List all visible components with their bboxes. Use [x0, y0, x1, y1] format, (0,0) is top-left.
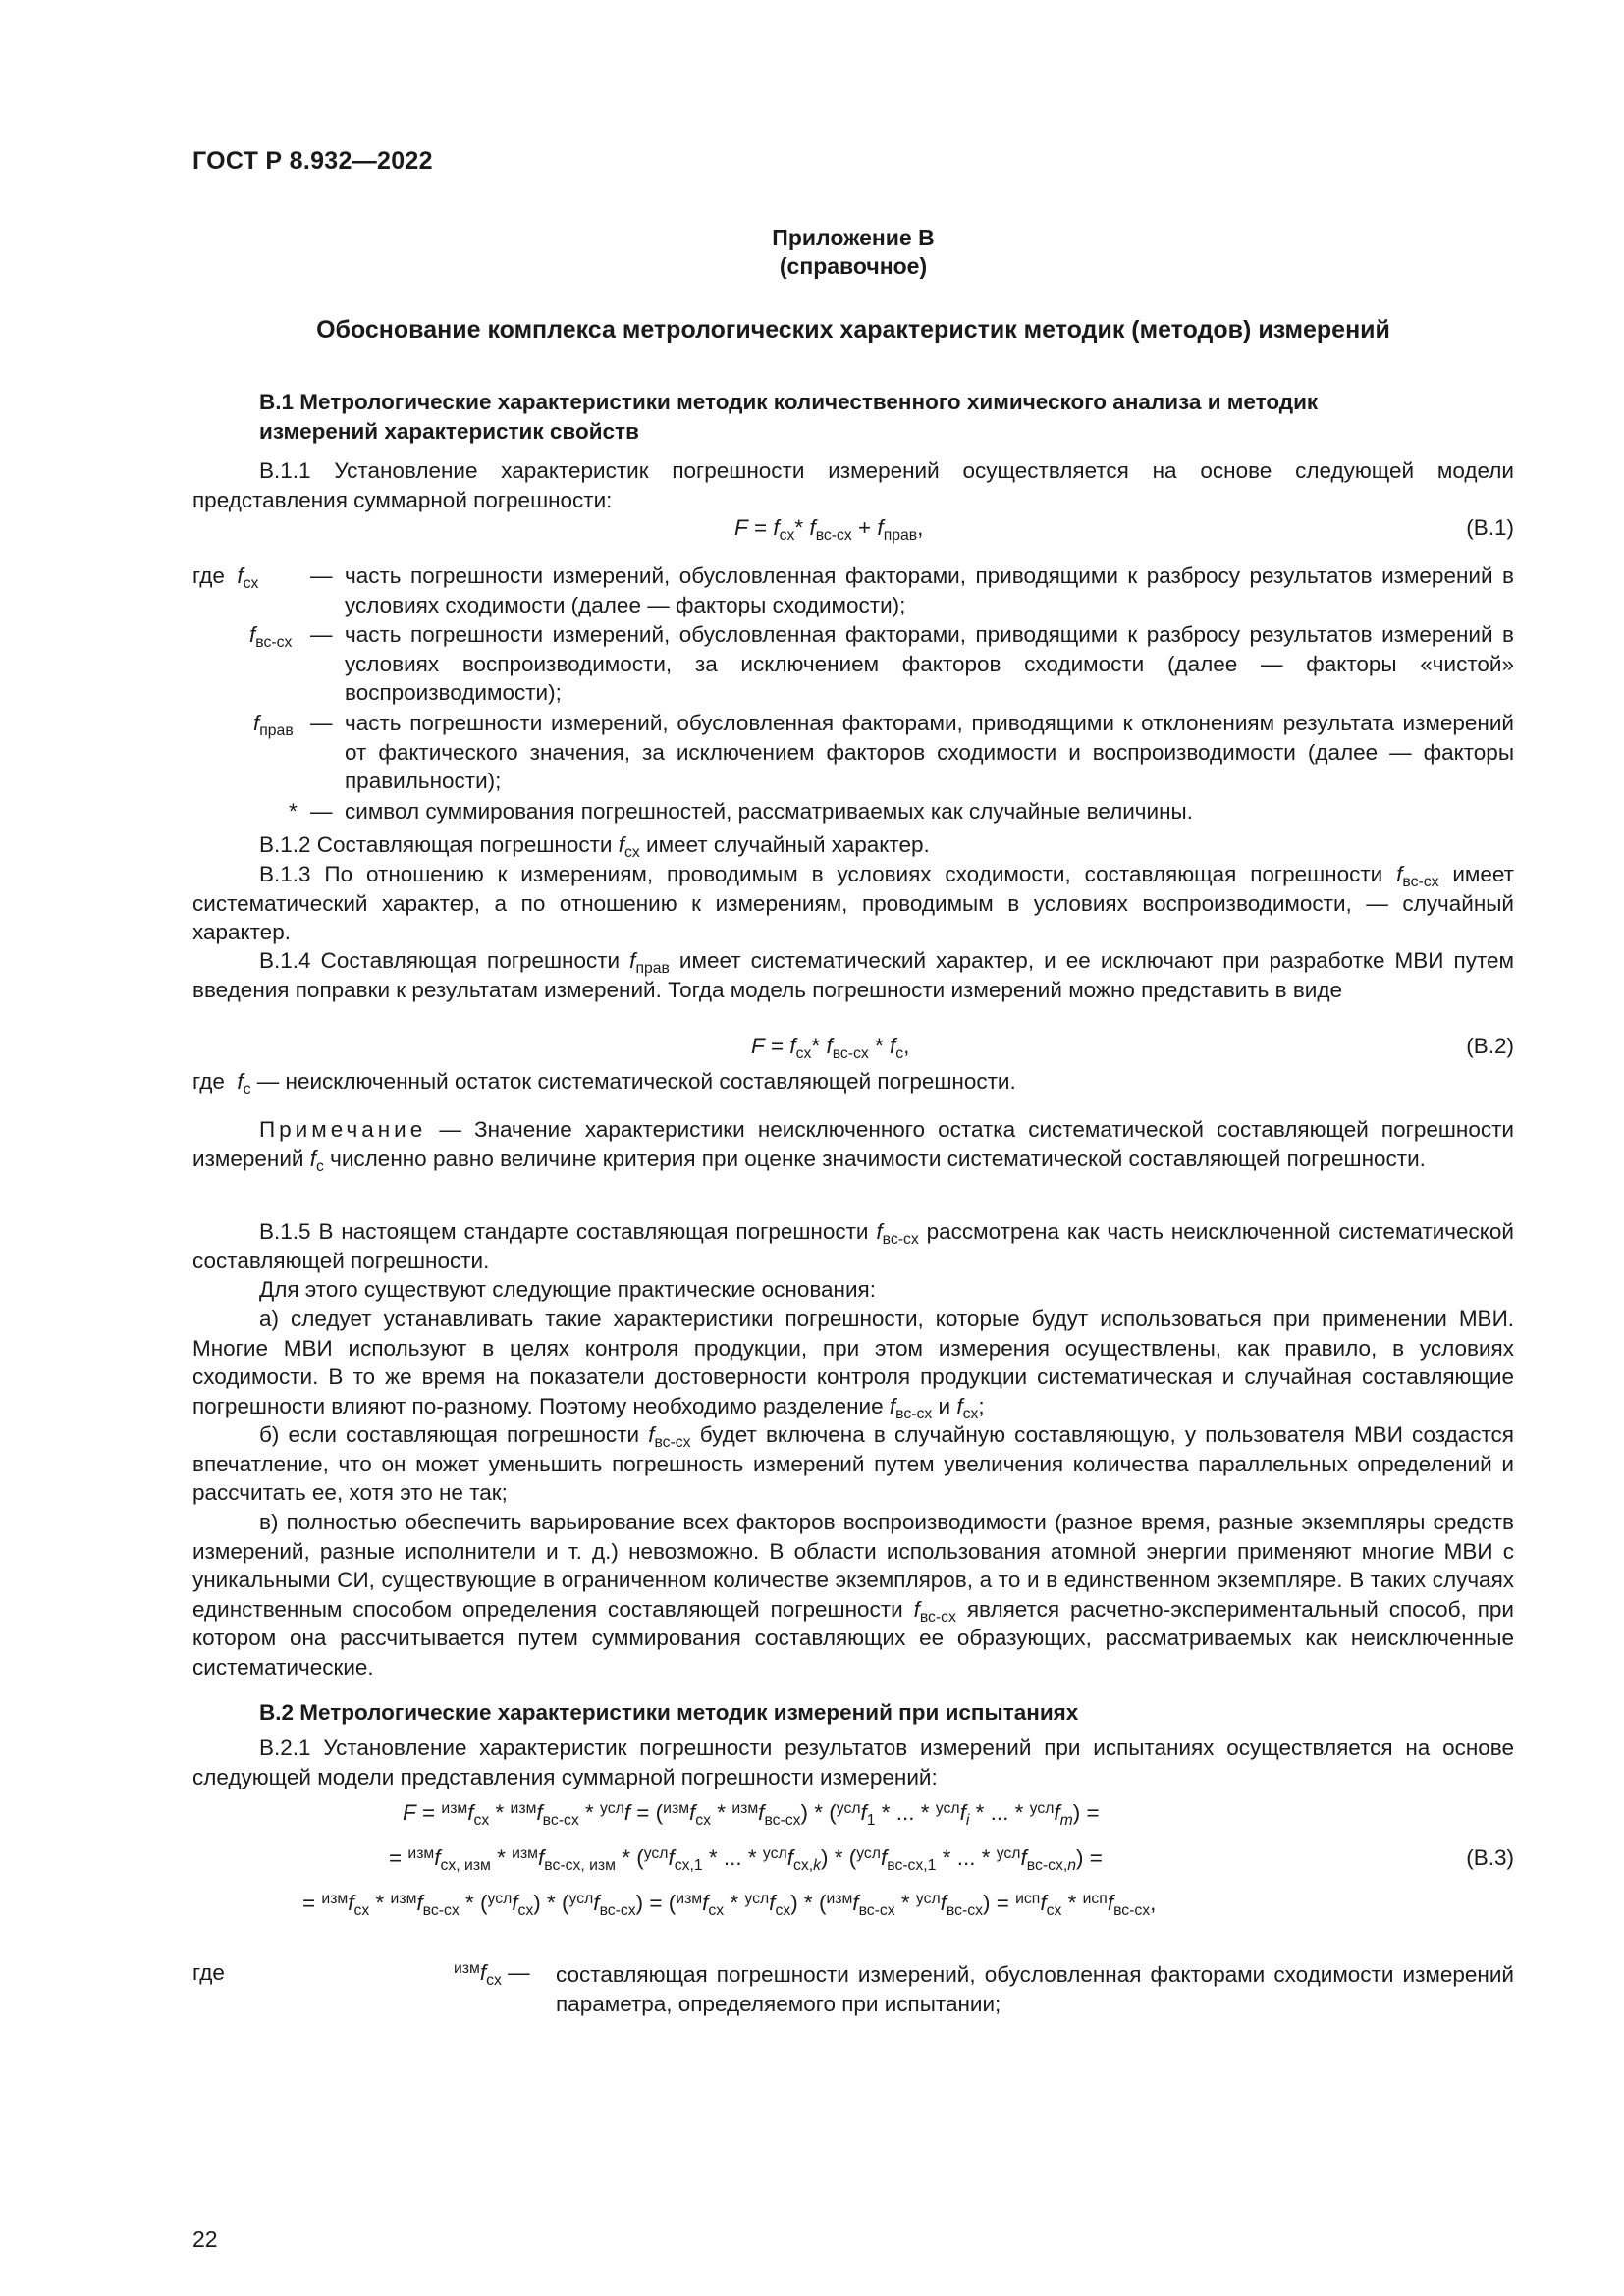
appendix-main-title: Обоснование комплекса метрологических характеристик методик (методов) измерений [316, 316, 1390, 344]
section-b1-heading-line2: измерений характеристик свойств [259, 418, 639, 444]
definition-izm-fsx-term: $^{изм}f_{сх}$ — [454, 1960, 530, 1989]
document-code: ГОСТ Р 8.932—2022 [192, 147, 433, 175]
formula-b2: $F = f_{сх}*$ $f_{вс-сх} * f_с$, [751, 1034, 910, 1062]
definition-izm-fsx: составляющая погрешности измерений, обусловленная факторами сходимости измерений параметра, определяемого при испытании; [556, 1962, 1514, 2016]
paragraph-b1-5: В.1.5 В настоящем стандарте составляющая погрешности $f_{вс-сх}$ рассмотрена как часть неисключенной систематической составляющей погрешности. [192, 1219, 1514, 1273]
where-label-b2: где [192, 1960, 225, 1985]
appendix-status: (справочное) [779, 253, 928, 279]
paragraph-a: а) следует устанавливать такие характеристики погрешности, которые будут использоваться при применении МВИ. Многие МВИ используют в целях контроля продукции, при этом измерения осуществлены, как правило, в условиях сходимости. В то же время на показатели достоверности контроля продукции систематическая и случайная составляющие погрешности влияют по-разному. Поэтому необходимо разделение $f_{вс-сх}$ и $f_{сх}$; [192, 1307, 1514, 1422]
definition-star: * — символ суммирования погрешностей, рассматриваемых как случайные величины. [289, 799, 1193, 824]
formula-b3-line1: $F = ^{изм}f_{сх} * ^{изм}f_{вс-сх} * ^{усл}f = (^{изм}f_{сх} * ^{изм}f_{вс-сх}) * (^{усл}f_1$ * ... * $^{усл}f_i$ * ... * $^{усл}f_m$) = [403, 1800, 1100, 1829]
formula-b1-number: (В.1) [1466, 515, 1514, 540]
paragraph-b1-1: В.1.1 Установление характеристик погрешности измерений осуществляется на основе следующей модели представления суммарной погрешности: [192, 458, 1514, 512]
section-b2-heading: В.2 Метрологические характеристики методик измерений при испытаниях [259, 1700, 1079, 1725]
appendix-title [192, 224, 1514, 281]
definition-fvssx: $f_{вс-сх}$ — часть погрешности измерений, обусловленная факторами, приводящими к разбросу результатов измерений в условиях воспроизводимости, за исключением факторов сходимости (далее — факторы «чистой» воспроизводимости); [249, 622, 1514, 705]
formula-b3-line3: = $^{изм}f_{сх} * ^{изм}f_{вс-сх} * (^{усл}f_{сх}) * (^{усл}f_{вс-сх}) = (^{изм}f_{сх} * ^{усл}f_{сх}) * (^{изм}f_{вс-сх} * ^{усл}f_{вс-сх}) = ^{исп}f_{сх} * ^{исп}f_{вс-сх}$, [302, 1891, 1157, 1919]
note-b1: Примечание — Значение характеристики неисключенного остатка систематической составляющей погрешности измерений $f_с$ численно равно величине критерия при оценке значимости систематической составляющей погрешности. [192, 1117, 1514, 1175]
formula-b3-line2: = $^{изм}f_{сх, изм} * ^{изм}f_{вс-сх, изм} * (^{усл}f_{сх,1}$ * ... * $^{усл}f_{сх,k}) * (^{усл}f_{вс-сх,1}$ * ... * $^{усл}f_{вс-сх,n}$) = [389, 1845, 1103, 1874]
paragraph-b2-1: В.2.1 Установление характеристик погрешности результатов измерений при испытаниях осуществляется на основе следующей модели представления суммарной погрешности измерений: [192, 1735, 1514, 1789]
paragraph-b1-3: В.1.3 По отношению к измерениям, проводимым в условиях сходимости, составляющая погрешности $f_{вс-сх}$ имеет систематический характер, а по отношению к измерениям, проводимым в условиях воспроизводимости, — случайный характер. [192, 862, 1514, 944]
appendix-label: Приложение В [772, 225, 935, 250]
formula-b3-number: (В.3) [1466, 1845, 1514, 1870]
section-b1-heading [192, 388, 1514, 446]
section-b1-heading-line1: В.1 Метрологические характеристики методик количественного химического анализа и методик [259, 390, 1319, 414]
paragraph-b: б) если составляющая погрешности $f_{вс-сх}$ будет включена в случайную составляющую, у пользователя МВИ создастся впечатление, что он может уменьшить погрешность измерений путем увеличения количества параллельных определений и рассчитать ее, хотя это не так; [192, 1422, 1514, 1505]
definition-fsx: где $f_{сх}$ — часть погрешности измерений, обусловленная факторами, приводящими к разбросу результатов измерений в условиях сходимости (далее — факторы сходимости); [192, 563, 1514, 617]
formula-b2-number: (В.2) [1466, 1034, 1514, 1058]
page-number: 22 [192, 2226, 218, 2252]
definition-fc: где $f_с$ — неисключенный остаток систематической составляющей погрешности. [192, 1069, 1016, 1097]
paragraph-b1-2: В.1.2 Составляющая погрешности $f_{сх}$ имеет случайный характер. [259, 832, 930, 861]
paragraph-basis: Для этого существуют следующие практические основания: [259, 1277, 876, 1302]
paragraph-v: в) полностью обеспечить варьирование всех факторов воспроизводимости (разное время, разные экземпляры средств измерений, разные исполнители и т. д.) невозможно. В области использования атомной энергии применяют многие МВИ с уникальными СИ, существующие в ограниченном количестве экземпляров, а то и в единственном экземпляре. В таких случаях единственным способом определения составляющей погрешности $f_{вс-сх}$ является расчетно-экспериментальный способ, при котором она рассчитывается путем суммирования составляющих ее образующих, рассматриваемых как неисключенные систематические. [192, 1510, 1514, 1680]
definition-fprav: $f_{прав}$ — часть погрешности измерений, обусловленная факторами, приводящими к отклонениям результата измерений от фактического значения, за исключением факторов сходимости и воспроизводимости (далее — факторы правильности); [253, 711, 1514, 793]
paragraph-b1-4: В.1.4 Составляющая погрешности $f_{прав}$ имеет систематический характер, и ее исключают при разработке МВИ путем введения поправки к результатам измерений. Тогда модель погрешности измерений можно представить в виде [192, 948, 1514, 1002]
formula-b1: $F = f_{сх}*$ $f_{вс-сх} + f_{прав}$, [734, 515, 924, 544]
